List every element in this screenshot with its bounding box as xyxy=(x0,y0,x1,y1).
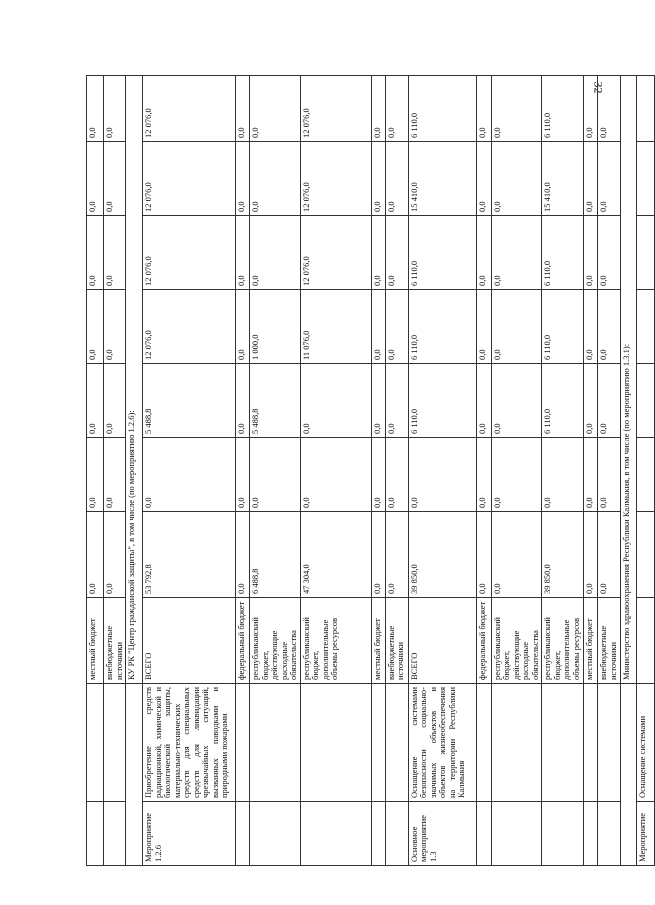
measure-name-cell xyxy=(300,684,371,802)
amount-cell: 12 076,0 xyxy=(143,76,236,142)
funding-source-cell: республиканский бюджет, дополнительные объемы ресурсов xyxy=(300,598,371,684)
amount-cell: 0,0 xyxy=(236,76,250,142)
amount-cell xyxy=(637,216,655,290)
amount-cell: 0,0 xyxy=(371,438,385,512)
amount-cell: 0,0 xyxy=(104,290,126,364)
amount-cell: 0,0 xyxy=(385,438,408,512)
amount-cell: 0,0 xyxy=(236,364,250,438)
measure-code-cell xyxy=(104,802,126,866)
measure-name-cell xyxy=(385,684,408,802)
section-header: Министерство здравоохранения Республики Калмыкия, в том числе (по мероприятию 1.3.1): xyxy=(621,76,637,684)
measure-code-cell xyxy=(87,802,104,866)
amount-cell: 39 850,0 xyxy=(408,512,476,598)
amount-cell: 0,0 xyxy=(87,512,104,598)
amount-cell: 0,0 xyxy=(491,76,542,142)
amount-cell: 0,0 xyxy=(250,142,301,216)
amount-cell xyxy=(637,438,655,512)
table-row xyxy=(126,76,143,866)
funding-source-cell: ВСЕГО xyxy=(408,598,476,684)
table-row xyxy=(236,76,250,866)
funding-source-cell: республиканский бюджет, действующие расходные обязательства xyxy=(491,598,542,684)
measure-code-cell: Мероприятие xyxy=(637,802,655,866)
amount-cell: 0,0 xyxy=(542,438,584,512)
measure-code-cell xyxy=(476,802,491,866)
table-row xyxy=(385,76,408,866)
table-row xyxy=(476,76,491,866)
section-header: КУ РК "Центр гражданской защиты", в том числе (по мероприятию 1.2.6): xyxy=(126,76,143,684)
table-row xyxy=(621,76,637,866)
amount-cell: 0,0 xyxy=(584,290,598,364)
amount-cell: 6 110,0 xyxy=(408,290,476,364)
table-row xyxy=(104,76,126,866)
measure-name-cell: Оснащение системами xyxy=(637,684,655,802)
measure-name-cell xyxy=(236,684,250,802)
amount-cell: 0,0 xyxy=(476,290,491,364)
amount-cell: 11 076,0 xyxy=(300,290,371,364)
funding-source-cell: ВСЕГО xyxy=(143,598,236,684)
measure-name-cell xyxy=(542,684,584,802)
amount-cell: 0,0 xyxy=(236,512,250,598)
measure-code-cell xyxy=(598,802,621,866)
amount-cell: 0,0 xyxy=(584,76,598,142)
amount-cell: 0,0 xyxy=(476,364,491,438)
measure-name-cell xyxy=(598,684,621,802)
measure-code-cell: Мероприятие 1.2.6 xyxy=(143,802,236,866)
table-row xyxy=(637,76,655,866)
amount-cell: 0,0 xyxy=(104,438,126,512)
amount-cell: 0,0 xyxy=(476,76,491,142)
table-row xyxy=(598,76,621,866)
table-row xyxy=(491,76,542,866)
amount-cell: 0,0 xyxy=(104,364,126,438)
amount-cell: 0,0 xyxy=(371,364,385,438)
amount-cell: 0,0 xyxy=(598,76,621,142)
amount-cell: 1 000,0 xyxy=(250,290,301,364)
amount-cell: 12 076,0 xyxy=(300,142,371,216)
funding-source-cell: местный бюджет xyxy=(371,598,385,684)
amount-cell: 6 488,8 xyxy=(250,512,301,598)
amount-cell: 0,0 xyxy=(371,290,385,364)
amount-cell: 0,0 xyxy=(598,512,621,598)
table-row xyxy=(250,76,301,866)
table-row xyxy=(371,76,385,866)
amount-cell: 0,0 xyxy=(491,438,542,512)
amount-cell: 0,0 xyxy=(250,438,301,512)
measure-name-cell xyxy=(104,684,126,802)
amount-cell: 0,0 xyxy=(104,512,126,598)
amount-cell: 6 110,0 xyxy=(408,216,476,290)
amount-cell: 0,0 xyxy=(584,142,598,216)
amount-cell: 0,0 xyxy=(250,76,301,142)
amount-cell xyxy=(637,364,655,438)
funding-source-cell: внебюджетные источники xyxy=(385,598,408,684)
amount-cell: 0,0 xyxy=(104,76,126,142)
amount-cell: 47 304,0 xyxy=(300,512,371,598)
amount-cell: 0,0 xyxy=(476,142,491,216)
measure-code-cell xyxy=(236,802,250,866)
budget-table xyxy=(86,75,655,866)
amount-cell: 0,0 xyxy=(491,142,542,216)
measure-name-cell xyxy=(87,684,104,802)
amount-cell: 5 488,8 xyxy=(143,364,236,438)
amount-cell: 12 076,0 xyxy=(300,216,371,290)
measure-code-cell xyxy=(542,802,584,866)
amount-cell: 6 110,0 xyxy=(542,216,584,290)
amount-cell: 0,0 xyxy=(236,438,250,512)
amount-cell: 6 110,0 xyxy=(408,76,476,142)
amount-cell: 0,0 xyxy=(87,142,104,216)
amount-cell: 12 076,0 xyxy=(143,142,236,216)
amount-cell: 0,0 xyxy=(584,216,598,290)
amount-cell: 0,0 xyxy=(584,438,598,512)
amount-cell: 12 076,0 xyxy=(300,76,371,142)
table-row xyxy=(408,76,476,866)
amount-cell: 53 792,8 xyxy=(143,512,236,598)
amount-cell: 6 110,0 xyxy=(542,290,584,364)
table-row xyxy=(584,76,598,866)
measure-name-cell xyxy=(250,684,301,802)
measure-name-cell: Оснащение системами безопасности социально-значимых объектов и объектов жизнеобеспечения на территории Республики Калмыкия xyxy=(408,684,476,802)
amount-cell: 0,0 xyxy=(385,512,408,598)
amount-cell: 0,0 xyxy=(250,216,301,290)
amount-cell: 0,0 xyxy=(371,142,385,216)
amount-cell: 6 110,0 xyxy=(542,76,584,142)
amount-cell: 0,0 xyxy=(236,290,250,364)
amount-cell: 39 850,0 xyxy=(542,512,584,598)
table-body xyxy=(87,76,655,866)
amount-cell: 0,0 xyxy=(87,438,104,512)
amount-cell: 0,0 xyxy=(104,216,126,290)
amount-cell: 5 488,8 xyxy=(250,364,301,438)
amount-cell: 0,0 xyxy=(598,364,621,438)
measure-code-cell xyxy=(371,802,385,866)
amount-cell: 0,0 xyxy=(371,512,385,598)
amount-cell: 0,0 xyxy=(491,216,542,290)
amount-cell xyxy=(637,512,655,598)
amount-cell: 0,0 xyxy=(584,512,598,598)
amount-cell: 0,0 xyxy=(87,76,104,142)
amount-cell: 0,0 xyxy=(385,142,408,216)
measure-code-cell xyxy=(491,802,542,866)
amount-cell: 0,0 xyxy=(491,290,542,364)
amount-cell: 0,0 xyxy=(476,216,491,290)
amount-cell: 0,0 xyxy=(491,512,542,598)
funding-source-cell: республиканский бюджет, дополнительные объемы ресурсов xyxy=(542,598,584,684)
amount-cell: 6 110,0 xyxy=(408,364,476,438)
table-row xyxy=(87,76,104,866)
table-row xyxy=(300,76,371,866)
funding-source-cell: местный бюджет xyxy=(584,598,598,684)
table-cell xyxy=(126,684,143,866)
amount-cell: 0,0 xyxy=(87,364,104,438)
measure-code-cell xyxy=(584,802,598,866)
amount-cell: 0,0 xyxy=(385,364,408,438)
funding-source-cell: федеральный бюджет xyxy=(236,598,250,684)
amount-cell: 0,0 xyxy=(598,142,621,216)
funding-source-cell xyxy=(637,598,655,684)
measure-name-cell xyxy=(371,684,385,802)
amount-cell: 0,0 xyxy=(491,364,542,438)
amount-cell: 0,0 xyxy=(300,438,371,512)
amount-cell xyxy=(637,76,655,142)
amount-cell: 12 076,0 xyxy=(143,216,236,290)
amount-cell: 0,0 xyxy=(143,438,236,512)
amount-cell: 12 076,0 xyxy=(143,290,236,364)
measure-name-cell xyxy=(584,684,598,802)
amount-cell: 0,0 xyxy=(408,438,476,512)
amount-cell xyxy=(637,142,655,216)
amount-cell: 0,0 xyxy=(371,76,385,142)
funding-source-cell: внебюджетные источники xyxy=(104,598,126,684)
measure-name-cell xyxy=(491,684,542,802)
amount-cell: 0,0 xyxy=(385,216,408,290)
measure-code-cell: Основное мероприятие 1.3 xyxy=(408,802,476,866)
measure-code-cell xyxy=(300,802,371,866)
amount-cell: 0,0 xyxy=(300,364,371,438)
measure-name-cell: Приобретение средств радиационной, химической и биологической защиты, материально-технических средств для специальных средств для ликвидации чрезвычайных ситуаций, вызванных паводками и природными пожарами xyxy=(143,684,236,802)
funding-source-cell: внебюджетные источники xyxy=(598,598,621,684)
amount-cell: 0,0 xyxy=(598,290,621,364)
measure-name-cell xyxy=(476,684,491,802)
amount-cell: 0,0 xyxy=(598,216,621,290)
page-number: 32 xyxy=(591,81,606,94)
funding-source-cell: местный бюджет xyxy=(87,598,104,684)
amount-cell: 0,0 xyxy=(476,512,491,598)
amount-cell: 0,0 xyxy=(598,438,621,512)
amount-cell: 0,0 xyxy=(385,290,408,364)
amount-cell: 0,0 xyxy=(476,438,491,512)
funding-source-cell: федеральный бюджет xyxy=(476,598,491,684)
table-cell xyxy=(621,684,637,866)
funding-source-cell: республиканский бюджет, действующие расходные обязательства xyxy=(250,598,301,684)
amount-cell: 15 410,0 xyxy=(408,142,476,216)
amount-cell: 0,0 xyxy=(104,142,126,216)
amount-cell: 0,0 xyxy=(87,216,104,290)
amount-cell: 15 410,0 xyxy=(542,142,584,216)
amount-cell: 0,0 xyxy=(584,364,598,438)
amount-cell: 0,0 xyxy=(371,216,385,290)
table-row xyxy=(542,76,584,866)
amount-cell: 0,0 xyxy=(385,76,408,142)
amount-cell: 6 110,0 xyxy=(542,364,584,438)
amount-cell: 0,0 xyxy=(236,216,250,290)
amount-cell: 0,0 xyxy=(87,290,104,364)
measure-code-cell xyxy=(250,802,301,866)
amount-cell: 0,0 xyxy=(236,142,250,216)
measure-code-cell xyxy=(385,802,408,866)
table-row xyxy=(143,76,236,866)
amount-cell xyxy=(637,290,655,364)
